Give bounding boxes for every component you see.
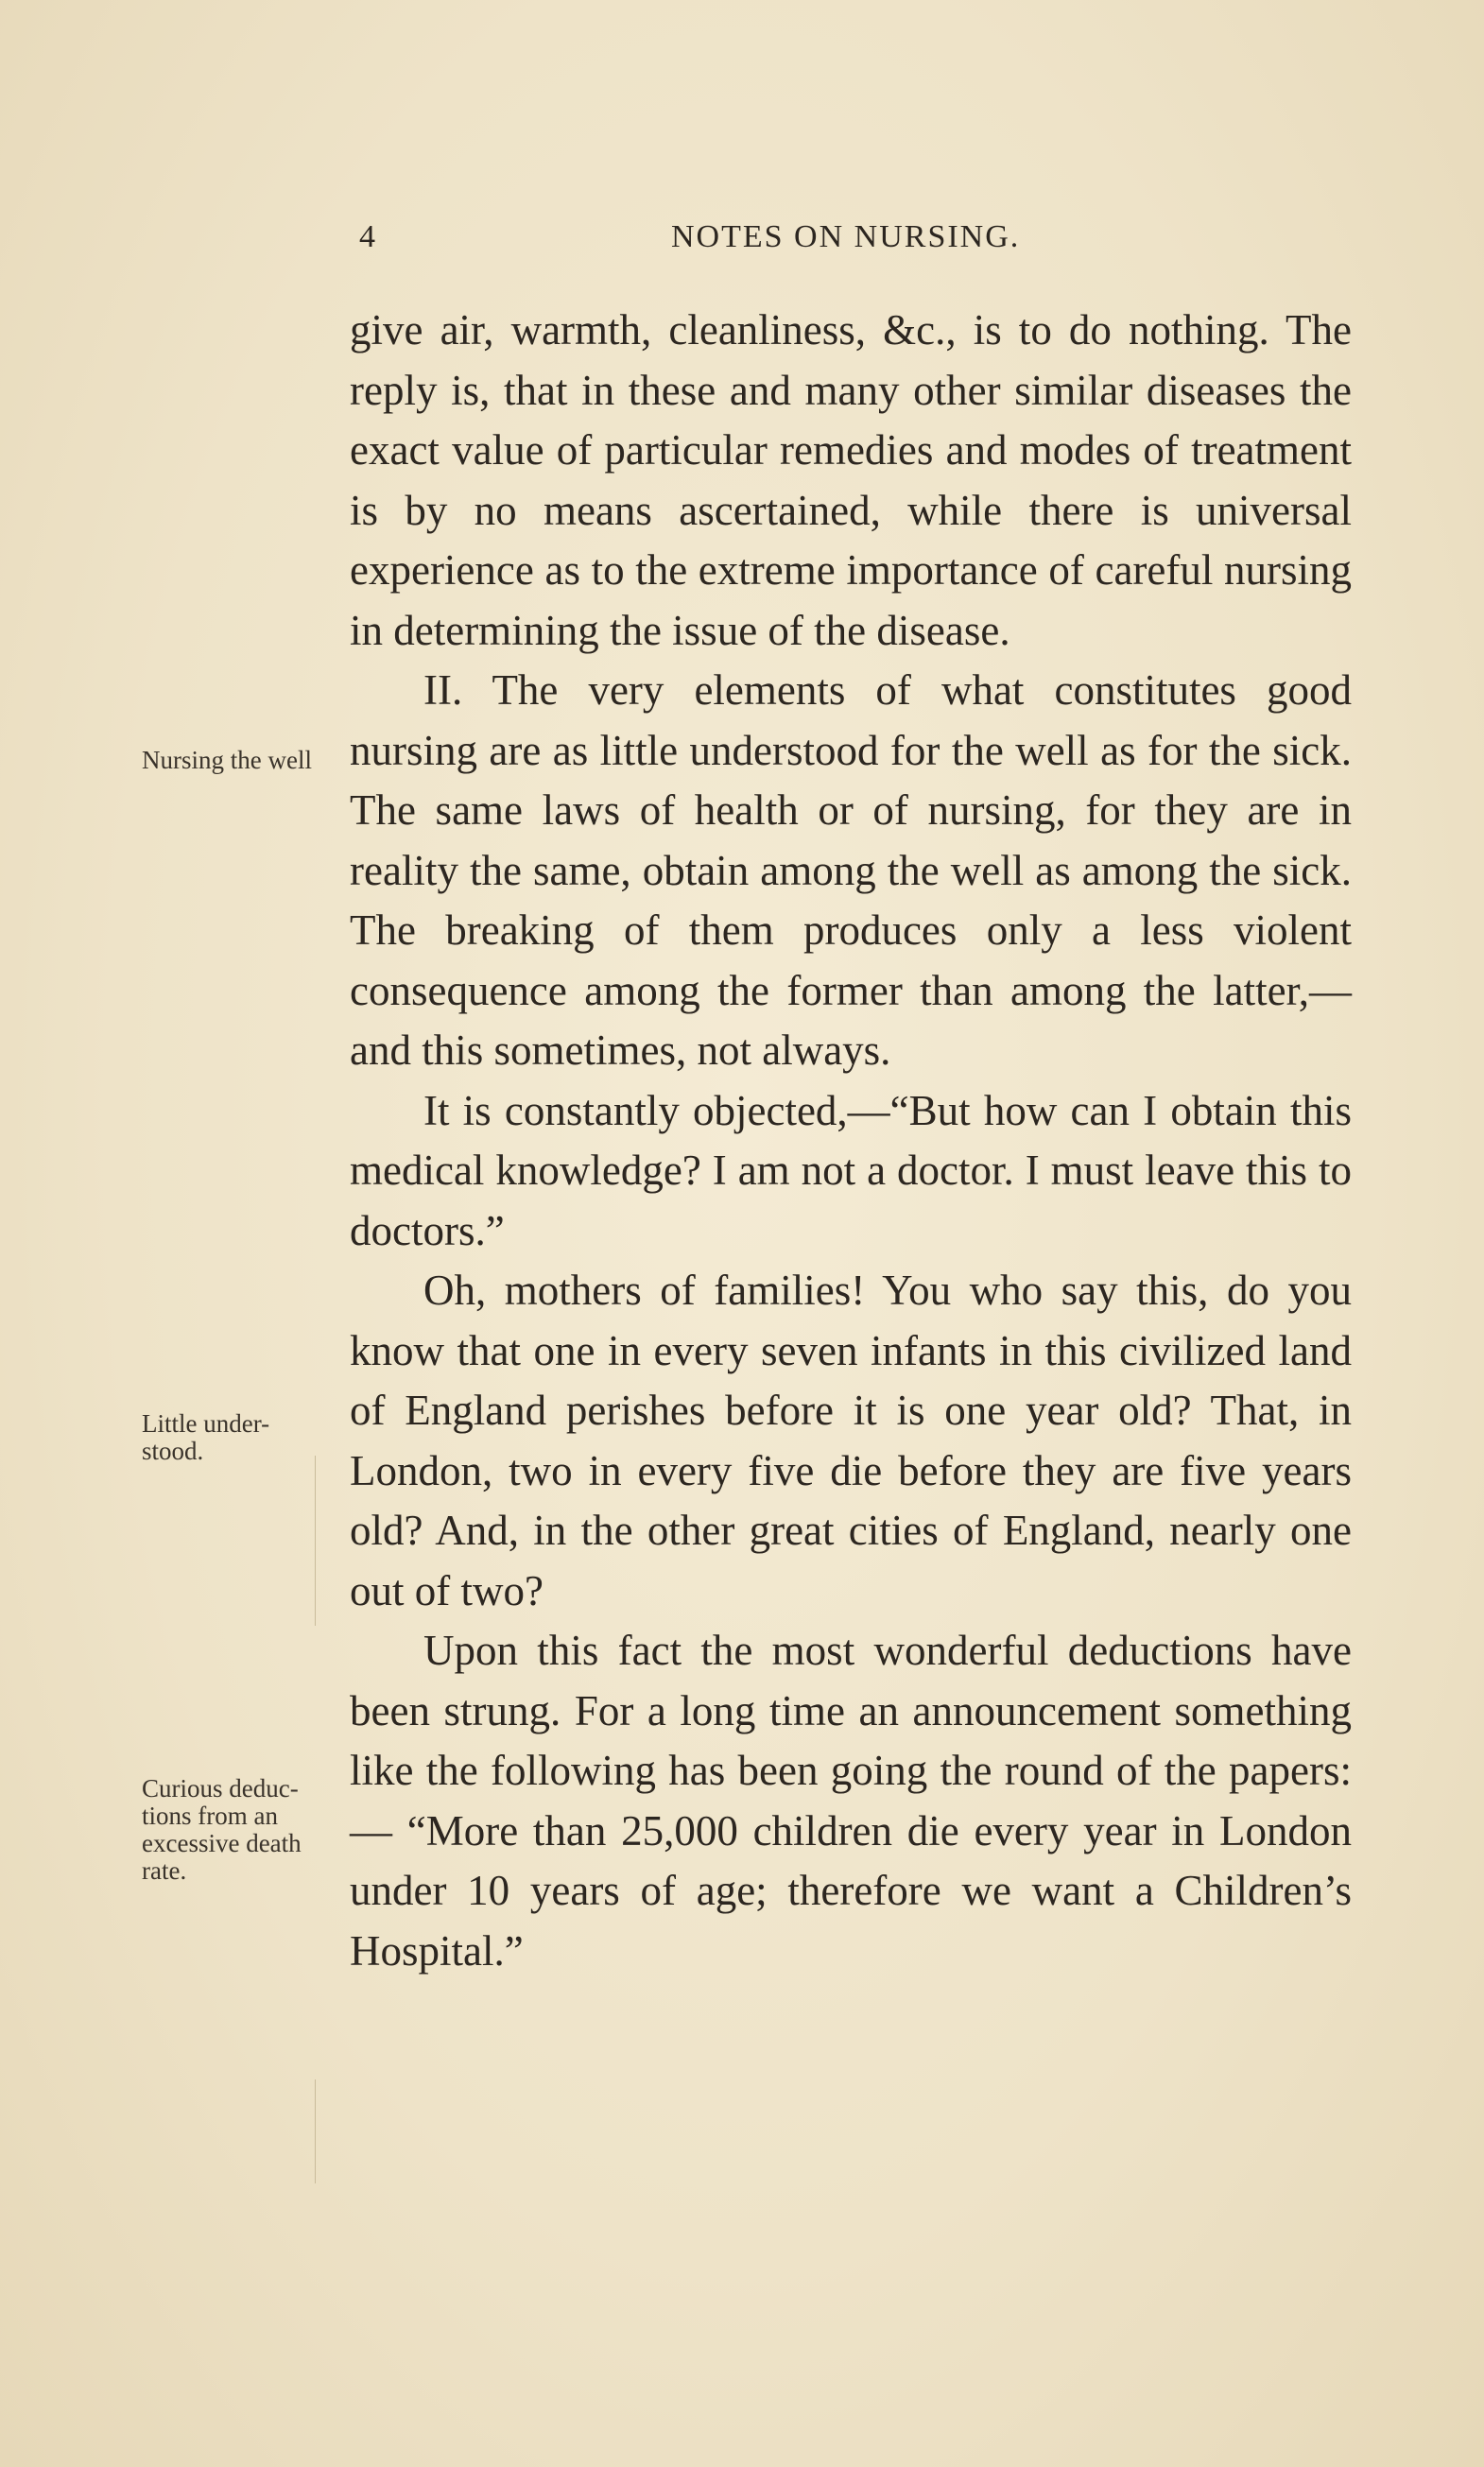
page-header	[359, 219, 1078, 267]
paragraph: II. The very elements of what constitutes good nursing are as little understood for the well as for the sick. The same laws of health or of nursing, for they are in reality the same, obtain among the well as among the sick. The breaking of them produces only a less violent consequence among the former than among the latter,—and this sometimes, not always.	[350, 666, 1352, 1074]
body-text	[350, 301, 1352, 1981]
paragraph: Oh, mothers of families! You who say this, do you know that one in every seven infants in this civilized land of England perishes before it is one year old? That, in London, two in every five die before they are five years old? And, in the other great cities of England, nearly one out of two?	[350, 1267, 1352, 1614]
running-head: NOTES ON NURSING.	[671, 219, 1021, 254]
paragraph: Upon this fact the most wonderful deductions have been strung. For a long time an announcement something like the following has been going the round of the papers: — “More than 25,000 children die every year in London under 10 years of age; therefore we want a Children’s Hospital.”	[350, 1627, 1352, 1975]
margin-rule	[315, 1456, 316, 1626]
margin-note-little-understood: Little under- stood.	[142, 1409, 270, 1465]
page-number: 4	[359, 219, 377, 254]
margin-note-curious-deductions: Curious deduc- tions from an excessive death rate.	[142, 1774, 302, 1885]
margin-rule	[315, 2079, 316, 2183]
margin-note-nursing-the-well: Nursing the well	[142, 746, 312, 774]
paragraph: It is constantly objected,—“But how can I obtain this medical knowledge? I am not a doctor. I must leave this to doctors.”	[350, 1086, 1352, 1254]
paragraph: give air, warmth, cleanliness, &c., is to do nothing. The reply is, that in these and many other similar diseases the exact value of particular remedies and modes of treatment is by no means ascertained, while there is universal experience as to the extreme importance of careful nursing in determining the issue of the disease.	[350, 306, 1352, 654]
